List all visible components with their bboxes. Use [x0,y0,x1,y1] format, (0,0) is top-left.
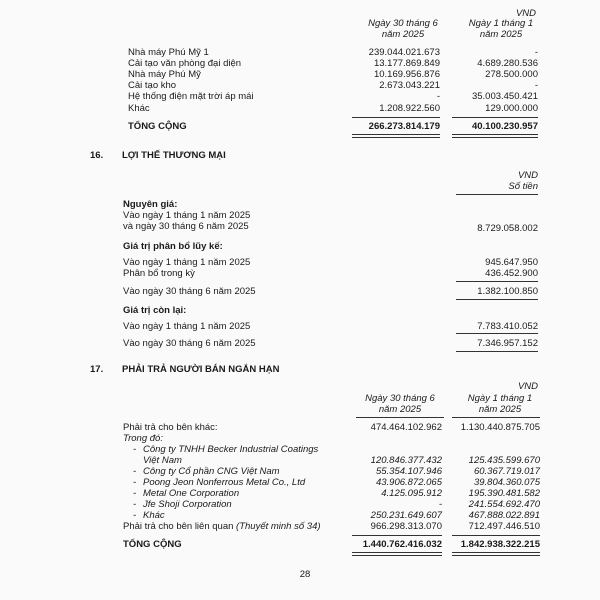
row-value: 966.298.313.070 [370,521,442,532]
section-number: 17. [90,364,104,375]
row-rule [456,351,538,352]
list-dash: - [133,466,137,477]
subtotal-rule [456,299,538,300]
total-double-rule [352,134,440,138]
column-header: năm 2025 [479,29,523,40]
section-title: LỢI THẾ THƯƠNG MẠI [122,150,226,161]
column-header: Ngày 1 tháng 1 [467,393,533,404]
column-header: Ngày 1 tháng 1 [468,18,534,29]
row-label: Vào ngày 1 tháng 1 năm 2025 [123,210,251,221]
row-value: 436.452.900 [485,268,538,279]
total-value: 40.100.230.957 [471,121,538,132]
row-label: Hệ thống điện mặt trời áp mái [128,91,254,102]
section-number: 16. [90,150,104,161]
row-value: 60.367.719.017 [473,466,540,477]
in-which-label: Trong đó: [123,433,163,444]
list-dash: - [133,488,137,499]
column-header: năm 2025 [478,404,522,415]
column-header: Ngày 30 tháng 6 [368,18,438,29]
row-value: 43.906.872.065 [375,477,442,488]
row-label: Metal One Corporation [143,488,240,499]
total-label: TỔNG CỘNG [123,539,182,550]
total-value: 1.842.938.322.215 [460,539,540,550]
amortisation-heading: Giá trị phân bổ lũy kế: [123,241,223,252]
row-value: 2.673.043.221 [379,80,440,91]
row-value: 35.003.450.421 [471,91,538,102]
row-value: - [438,499,442,510]
nbv-heading: Giá trị còn lại: [123,305,187,316]
row-label: Khác [128,103,150,114]
header-rule [452,417,540,418]
row-label: Công ty Cổ phần CNG Việt Nam [143,466,280,477]
row-label [123,521,321,532]
row-value: 4.125.095.912 [381,488,442,499]
list-dash: - [133,444,137,455]
section-title: PHẢI TRẢ NGƯỜI BÁN NGẮN HẠN [122,364,280,375]
total-double-rule [352,552,442,556]
related-label: Phải trả cho bên liên quan [123,521,234,532]
subtotal-rule [352,535,442,536]
column-header: Số tiền [508,181,538,192]
unit-label: VND [517,381,538,392]
row-label: Vào ngày 1 tháng 1 năm 2025 [123,321,251,332]
row-value: 250.231.649.607 [370,510,442,521]
row-label: Cải tạo văn phòng đại diện [128,58,242,69]
row-label: Nhà máy Phú Mỹ [128,69,201,80]
cost-heading: Nguyên giá: [123,199,178,210]
unit-label: VND [517,170,538,181]
subtotal-rule [452,117,538,118]
subtotal-rule [352,117,440,118]
row-value: 125.435.599.670 [468,455,540,466]
row-value: 120.846.377.432 [370,455,442,466]
row-label: Phải trả cho bên khác: [123,422,218,433]
row-value: 712.497.446.510 [468,521,540,532]
header-rule [456,194,538,195]
row-label: Vào ngày 30 tháng 6 năm 2025 [123,286,256,297]
header-rule [356,417,444,418]
list-dash: - [133,499,137,510]
subtotal-rule [452,535,540,536]
row-label: Poong Jeon Nonferrous Metal Co., Ltd [143,477,306,488]
row-value: 7.346.957.152 [477,338,538,349]
row-value: 13.177.869.849 [373,58,440,69]
row-label: Jfe Shoji Corporation [143,499,232,510]
row-value: 239.044.021.673 [368,47,440,58]
row-value: 129.000.000 [485,103,538,114]
total-value: 266.273.814.179 [368,121,440,132]
column-header: Ngày 30 tháng 6 [365,393,435,404]
total-label: TỔNG CỘNG [128,121,187,132]
row-value: 1.130.440.875.705 [460,422,540,433]
row-value: - [534,47,538,58]
total-double-rule [452,552,540,556]
row-value: 241.554.692.470 [468,499,540,510]
row-label: Khác [143,510,165,521]
page-number: 28 [299,569,311,580]
row-label: Vào ngày 30 tháng 6 năm 2025 [123,338,256,349]
row-value: 195.390.481.582 [468,488,540,499]
row-value: 8.729.058.002 [477,223,538,234]
row-value: 467.888.022.891 [468,510,540,521]
note-reference: (Thuyết minh số 34) [236,521,321,532]
row-value: - [436,91,440,102]
row-value: 10.169.956.876 [373,69,440,80]
list-dash: - [133,510,137,521]
row-label: Công ty TNHH Becker Industrial Coatings [143,444,319,455]
row-value: 1.208.922.560 [379,103,440,114]
row-value: 39.804.360.075 [473,477,540,488]
row-label: Cải tạo kho [128,80,177,91]
row-label: Việt Nam [143,455,182,466]
row-value: 7.783.410.052 [477,321,538,332]
row-label: và ngày 30 tháng 6 năm 2025 [123,221,249,232]
row-value: 4.689.280.536 [477,58,538,69]
row-value: 55.354.107.946 [375,466,442,477]
row-label: Phân bổ trong kỳ [123,268,195,279]
column-header: năm 2025 [381,29,425,40]
list-dash: - [133,477,137,488]
column-header: năm 2025 [378,404,422,415]
row-rule [456,333,538,334]
subtotal-rule [456,281,538,282]
row-value: 278.500.000 [485,69,538,80]
row-value: - [534,80,538,91]
row-value: 945.647.950 [485,257,538,268]
row-label: Nhà máy Phú Mỹ 1 [128,47,209,58]
row-label: Vào ngày 1 tháng 1 năm 2025 [123,257,251,268]
unit-label: VND [515,8,536,19]
total-value: 1.440.762.416.032 [362,539,442,550]
row-value: 1.382.100.850 [477,286,538,297]
total-double-rule [452,134,538,138]
row-value: 474.464.102.962 [370,422,442,433]
